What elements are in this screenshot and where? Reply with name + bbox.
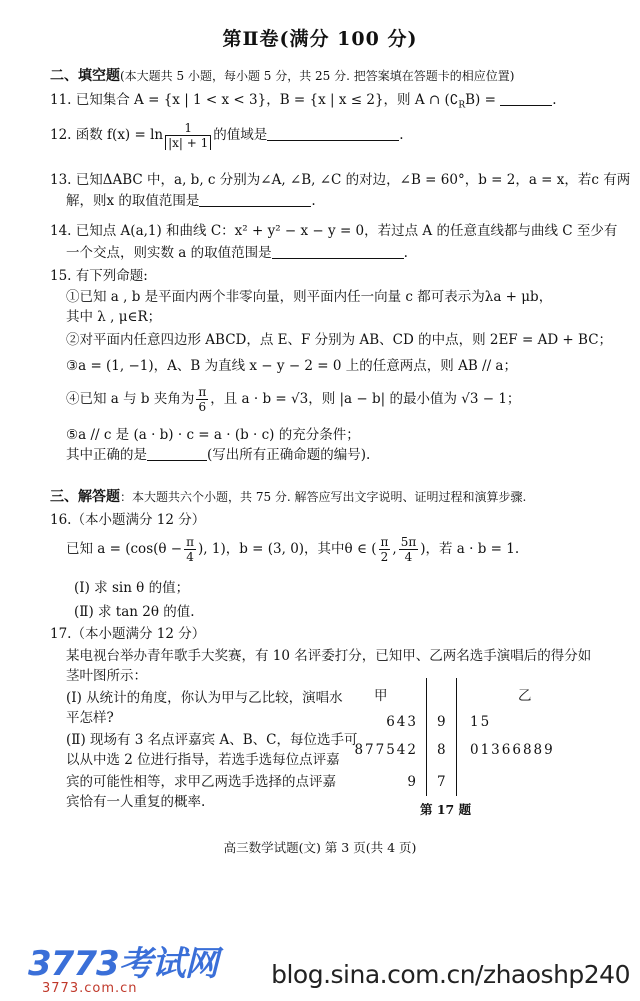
question-17-line3: (Ⅰ) 从统计的角度，你认为甲与乙比较，演唱水 [66, 690, 343, 706]
question-13-line1: 13. 已知ΔABC 中，a, b, c 分别为∠A, ∠B, ∠C 的对边，∠B = 60°，b = 2，a = x，若c 有两 [50, 172, 631, 188]
stem-divider-right [456, 678, 457, 796]
site-logo [28, 936, 218, 996]
figure-caption: 第 17 题 [420, 802, 472, 817]
leaf-left: 643 [386, 714, 418, 730]
leaf-left: 9 [407, 774, 418, 790]
question-16-part1: (Ⅰ) 求 sin θ 的值； [74, 580, 190, 596]
question-17-line4: 平怎样? [66, 710, 114, 726]
proposition-1b: 其中 λ , μ∈R； [66, 309, 162, 325]
fraction: $\frac{1}{|x| + 1}$ [165, 121, 211, 150]
question-16-part2: (Ⅱ) 求 tan 2θ 的值. [74, 604, 195, 620]
section-header-solve [50, 487, 618, 507]
stem-leaf-plot [352, 676, 602, 796]
stem: 9 [437, 714, 446, 730]
answer-blank [199, 192, 311, 207]
proposition-3: ③a = (1, −1)，A、B 为直线 x − y − 2 = 0 上的任意两点，则 AB // a； [66, 358, 517, 374]
question-11: 11. 已知集合 A = {x | 1 < x < 3}，B = {x | x ≤ 2}，则 A ∩ $(∁_RB)$ = . [50, 92, 557, 111]
stem: 8 [437, 742, 446, 758]
question-17-line2: 茎叶图所示： [66, 668, 147, 684]
stem: 7 [437, 774, 446, 790]
answer-blank [147, 446, 207, 461]
answer-blank [500, 91, 552, 106]
proposition-4: ④已知 a 与 b 夹角为 $\frac{\pi}{6}$ ，且 a · b = √3，则 |a − b| 的最小值为 √3 − 1； [66, 385, 521, 414]
question-16-head: 16.（本小题满分 12 分） [50, 512, 206, 528]
fraction: $\frac{\pi}{2}$ [380, 535, 389, 564]
question-15-head: 15. 有下列命题: [50, 268, 148, 284]
section-title: 二、填空题 [50, 68, 120, 84]
leaf-right: 01366889 [470, 742, 555, 758]
page-footer: 高三数学试题(文) 第 3 页(共 4 页) [223, 840, 417, 855]
question-14-line1: 14. 已知点 A(a,1) 和曲线 C：x² + y² − x − y = 0，若过点 A 的任意直线都与曲线 C 至少有 [50, 223, 618, 239]
question-16-given: 已知 a = (cos(θ − $\frac{\pi}{4}$ ), 1)，b = (3, 0)，其中θ ∈ ( $\frac{\pi}{2}$ , $\frac{5\pi}{4}$ )，若 a · b = 1. [66, 535, 520, 564]
question-15-answer: 其中正确的是 (写出所有正确命题的编号). [66, 447, 371, 463]
answer-blank [267, 126, 399, 141]
section-title: 三、解答题 [50, 489, 120, 505]
blog-watermark: blog.sina.com.cn/zhaoshp240 [271, 960, 630, 989]
stem-leaf-label-a: 甲 [374, 688, 388, 704]
proposition-1a: ①已知 a , b 是平面内两个非零向量，则平面内任一向量 c 都可表示为λa + μb， [66, 289, 553, 305]
stem-divider-left [426, 678, 427, 796]
proposition-5: ⑤a // c 是 (a · b) · c = a · (b · c) 的充分条件； [66, 427, 360, 443]
question-17-head: 17.（本小题满分 12 分） [50, 626, 206, 642]
section-note: ：本大题共六个小题，共 75 分. 解答应写出文字说明、证明过程和演算步骤. [120, 490, 527, 504]
section-header-fill-in [50, 66, 618, 86]
fraction: $\frac{\pi}{4}$ [186, 535, 195, 564]
question-17-line1: 某电视台举办青年歌手大奖赛，有 10 名评委打分，已知甲、乙两名选手演唱后的得分如 [66, 648, 592, 664]
question-17-line8: 宾恰有一人重复的概率. [66, 794, 206, 810]
question-17-line5: (Ⅱ) 现场有 3 名点评嘉宾 A、B、C，每位选手可 [66, 732, 358, 748]
question-13-line2: 解，则x 的取值范围是 . [66, 193, 316, 209]
question-12: 12. 函数 f(x) = ln $\frac{1}{|x| + 1}$ 的值域是 . [50, 121, 404, 150]
proposition-2: ②对平面内任意四边形 ABCD，点 E、F 分别为 AB、CD 的中点，则 2EF = AD + BC； [66, 332, 613, 348]
fraction: $\frac{5\pi}{4}$ [400, 535, 417, 564]
question-17-line7: 宾的可能性相等，求甲乙两选手选择的点评嘉 [66, 774, 336, 790]
section-note: (本大题共 5 小题，每小题 5 分，共 25 分. 把答案填在答题卡的相应位置) [120, 69, 515, 83]
logo-url: 3773.com.cn [42, 981, 138, 996]
page-title: 第Ⅱ卷(满分 100 分) [222, 28, 418, 50]
leaf-right: 15 [470, 714, 492, 730]
stem-leaf-label-b: 乙 [518, 688, 532, 704]
question-17-line6: 以从中选 2 位进行指导，若选手选每位点评嘉 [66, 752, 340, 768]
question-14-line2: 一个交点，则实数 a 的取值范围是 . [66, 245, 408, 261]
answer-blank [272, 244, 404, 259]
leaf-left: 877542 [354, 742, 418, 758]
fraction: $\frac{\pi}{6}$ [198, 385, 207, 414]
logo-text: 3773考试网 [28, 944, 218, 984]
